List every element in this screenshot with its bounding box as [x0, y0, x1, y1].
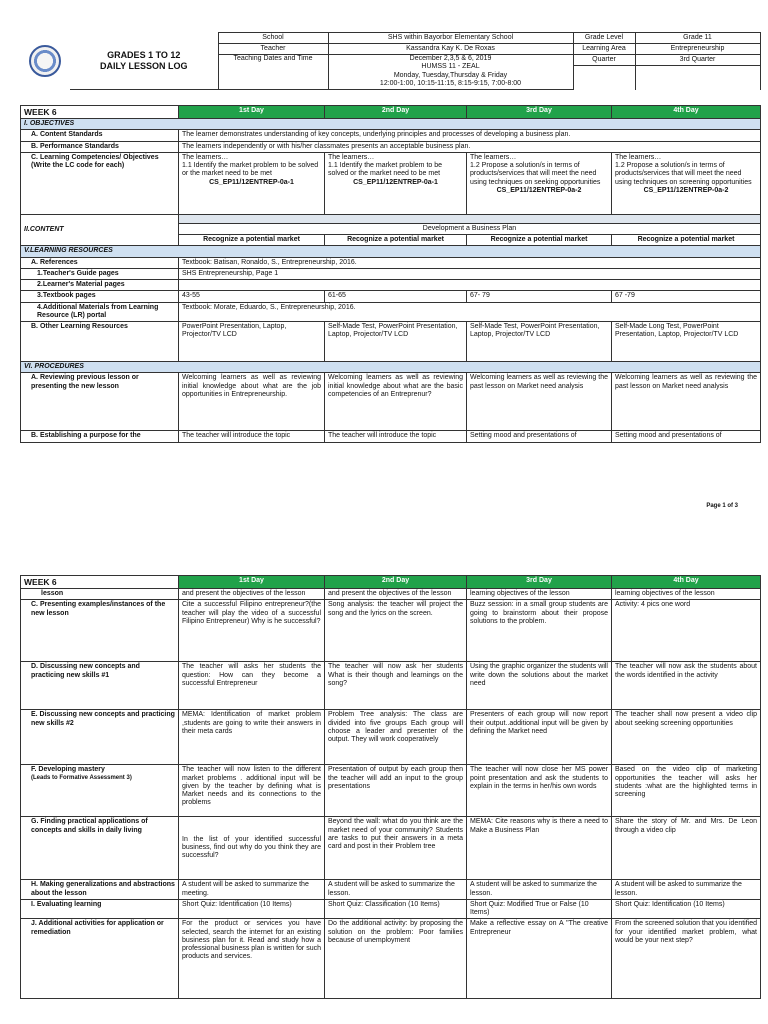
- proc-h-label: H. Making generalizations and abstractions about the lesson: [21, 880, 179, 900]
- competency-intro: The learners…: [328, 153, 375, 161]
- school-label: School: [218, 33, 328, 44]
- day-header: 2nd Day: [325, 576, 467, 589]
- day-header: 3rd Day: [467, 576, 612, 589]
- content-subtopic: Recognize a potential market: [467, 235, 612, 246]
- procedures-heading: VI. PROCEDURES: [21, 362, 761, 373]
- proc-f-value: The teacher will now listen to the different market problems . additional input will be given by the teacher by defining what is Market needs and its connections to the problems: [179, 765, 325, 817]
- competency-cell: [467, 152, 612, 214]
- content-topic: Development a Business Plan: [179, 223, 761, 234]
- dates-line: December 2,3,5 & 6, 2019: [409, 55, 492, 62]
- proc-i-value: Short Quiz: Classification (10 Items): [325, 899, 467, 919]
- proc-f-value: Presentation of output by each group then the teacher will add an input to the group presentations: [325, 765, 467, 817]
- content-heading: II.CONTENT: [21, 214, 179, 246]
- proc-d-label: D. Discussing new concepts and practicing new skills #1: [21, 662, 179, 710]
- competency-code: CS_EP11/12ENTREP-0a-1: [353, 178, 438, 186]
- proc-a-label: A. Reviewing previous lesson or presenting the new lesson: [21, 373, 179, 431]
- header-table: [20, 32, 761, 90]
- content-subtopic: Recognize a potential market: [325, 235, 467, 246]
- content-spacer: [179, 214, 761, 223]
- proc-h-value: A student will be asked to summarize the lesson.: [325, 880, 467, 900]
- other-resources-value: Self-Made Test, PowerPoint Presentation, Laptop, Projector/TV LCD: [325, 322, 467, 362]
- competency-code: CS_EP11/12ENTREP-0a-2: [496, 186, 582, 194]
- proc-j-value: From the screened solution that you identified for your identified market problem, what would be your next step?: [612, 919, 761, 999]
- competency-code: CS_EP11/12ENTREP-0a-2: [643, 186, 729, 194]
- additional-materials-value: Textbook: Morate, Eduardo, S., Entrepreneurship, 2016.: [179, 302, 761, 322]
- lm-label: 2.Learner's Material pages: [21, 280, 179, 291]
- day-header: 1st Day: [179, 576, 325, 589]
- competency-text: 1.2 Propose a solution/s in terms of products/services that will meet the need using techniques on seeking opportunities: [470, 162, 601, 186]
- proc-j-value: Make a reflective essay on A "The creative Entrepreneur: [467, 919, 612, 999]
- grade-label: Grade Level: [573, 33, 635, 44]
- proc-g-label: G. Finding practical applications of concepts and skills in daily living: [21, 817, 179, 880]
- proc-f-label: [21, 765, 179, 817]
- proc-b-value: and present the objectives of the lesson: [325, 589, 467, 600]
- other-resources-value: Self-Made Test, PowerPoint Presentation, Laptop, Projector/TV LCD: [467, 322, 612, 362]
- objectives-heading: I. OBJECTIVES: [21, 119, 761, 130]
- page-2: [0, 573, 768, 1024]
- week-label: WEEK 6: [21, 576, 179, 589]
- proc-b-value: learning objectives of the lesson: [612, 589, 761, 600]
- proc-i-value: Short Quiz: Identification (10 Items): [612, 899, 761, 919]
- performance-standards-value: The learners independently or with his/her classmates presents an acceptable business plan.: [179, 141, 761, 152]
- competency-intro: The learners…: [615, 153, 662, 161]
- proc-j-label: J. Additional activities for application or remediation: [21, 919, 179, 999]
- proc-e-label: E. Discussing new concepts and practicing new skills #2: [21, 710, 179, 765]
- times-line: 12:00-1:00, 10:15-11:15, 8:15-9:15, 7:00-8:00: [379, 79, 522, 87]
- competency-text: 1.1 Identify the market problem to be solved or the market need to be met: [328, 162, 443, 178]
- performance-standards-label: B. Performance Standards: [21, 141, 179, 152]
- tg-value: SHS Entrepreneurship, Page 1: [179, 268, 761, 279]
- competencies-label: C. Learning Competencies/ Objectives (Write the LC code for each): [21, 152, 179, 214]
- competency-cell: [612, 152, 761, 214]
- references-label: A. References: [21, 257, 179, 268]
- proc-d-value: The teacher will asks her students the question: How can they become a successful Entrepreneur: [179, 662, 325, 710]
- proc-d-value: The teacher will now ask her students What is their though and learnings on the song?: [325, 662, 467, 710]
- proc-j-value: Do the additional activity: by proposing the solution on the problem: Poor families because of unemployment: [325, 919, 467, 999]
- title-line2: DAILY LESSON LOG: [99, 60, 188, 71]
- tb-value: 61-65: [325, 291, 467, 302]
- proc-d-value: The teacher will now ask the students about the words identified in the activity: [612, 662, 761, 710]
- week-label: WEEK 6: [21, 106, 179, 119]
- tb-label: 3.Textbook pages: [21, 291, 179, 302]
- proc-b-value: Setting mood and presentations of: [612, 431, 761, 442]
- proc-e-value: MEMA: Identification of market problem ,students are going to write their answers in their meta cards: [179, 710, 325, 765]
- competency-intro: The learners…: [182, 153, 229, 161]
- quarter-label: Quarter: [573, 55, 635, 66]
- other-resources-label: B. Other Learning Resources: [21, 322, 179, 362]
- proc-a-value: Welcoming learners as well as reviewing initial knowledge about what are the basic competencies of an Entreprenur?: [325, 373, 467, 431]
- proc-g-value: Beyond the wall: what do you think are the market need of your community? Students are tasks to put their answers in a meta card and post in their Problem tree: [325, 817, 467, 880]
- additional-materials-label: 4.Additional Materials from Learning Resource (LR) portal: [21, 302, 179, 322]
- area-label: Learning Area: [573, 44, 635, 55]
- area-value: Entrepreneurship: [635, 44, 760, 55]
- proc-e-value: Problem Tree analysis: The class are divided into five groups Each group will choose a leader and presenter of the output. They will work cooperatively: [325, 710, 467, 765]
- content-standards-value: The learner demonstrates understanding of key concepts, underlying principles and processes of developing a business plan.: [179, 130, 761, 141]
- proc-f-value: Based on the video clip of marketing opportunities the teacher will asks her students :what are the highlighted terms in screening: [612, 765, 761, 817]
- competency-intro: The learners…: [470, 153, 517, 161]
- other-resources-value: Self-Made Long Test, PowerPoint Presentation, Laptop, Projector/TV LCD: [612, 322, 761, 362]
- lesson-table-p2: [20, 575, 761, 999]
- proc-e-value: Presenters of each group will now report their output..additional input will be given by defining the Market need: [467, 710, 612, 765]
- proc-g-value: MEMA: Cite reasons why is there a need to Make a Business Plan: [467, 817, 612, 880]
- lesson-table-p1: [20, 105, 761, 443]
- proc-h-value: A student will be asked to summarize the lesson.: [467, 880, 612, 900]
- competency-text: 1.1 Identify the market problem to be solved or the market need to be met: [182, 162, 319, 178]
- proc-c-value: Cite a successful Filipino entrepreneur?(the teacher will play the video of a successful Filipino Entrepreneur) Why is he successful?: [179, 600, 325, 662]
- day-header: 1st Day: [179, 106, 325, 119]
- competency-code: CS_EP11/12ENTREP-0a-1: [209, 178, 294, 186]
- proc-b-value: learning objectives of the lesson: [467, 589, 612, 600]
- day-header: 3rd Day: [467, 106, 612, 119]
- proc-i-value: Short Quiz: Identification (10 Items): [179, 899, 325, 919]
- proc-f-title: F. Developing mastery: [31, 766, 105, 774]
- day-header: 4th Day: [612, 576, 761, 589]
- dates-value: [328, 55, 573, 90]
- content-subtopic: Recognize a potential market: [612, 235, 761, 246]
- day-header: 2nd Day: [325, 106, 467, 119]
- proc-h-value: A student will be asked to summarize the lesson.: [612, 880, 761, 900]
- tb-value: 67 -79: [612, 291, 761, 302]
- days-line: Monday, Tuesday,Thursday & Friday: [393, 71, 508, 79]
- title-line1: GRADES 1 TO 12: [107, 50, 181, 61]
- proc-f-subtitle: (Leads to Formative Assessment 3): [31, 774, 132, 781]
- proc-i-value: Short Quiz: Modified True or False (10 Items): [467, 899, 612, 919]
- lm-value: [179, 280, 761, 291]
- teacher-value: Kassandra Kay K. De Roxas: [328, 44, 573, 55]
- content-subtopic: Recognize a potential market: [179, 235, 325, 246]
- deped-seal-icon: [20, 33, 70, 90]
- proc-c-label: C. Presenting examples/instances of the new lesson: [21, 600, 179, 662]
- proc-b-label: B. Establishing a purpose for the: [21, 431, 179, 442]
- proc-b-value: The teacher will introduce the topic: [179, 431, 325, 442]
- proc-h-value: A student will be asked to summarize the meeting.: [179, 880, 325, 900]
- competency-cell: [179, 152, 325, 214]
- proc-b-value: The teacher will introduce the topic: [325, 431, 467, 442]
- school-value: SHS within Bayorbor Elementary School: [328, 33, 573, 44]
- proc-f-value: The teacher will now close her MS power point presentation and ask the students to explain in the terms in her/his own words: [467, 765, 612, 817]
- dates-label: Teaching Dates and Time: [218, 55, 328, 90]
- tg-label: 1.Teacher's Guide pages: [21, 268, 179, 279]
- quarter-value: 3rd Quarter: [635, 55, 760, 66]
- proc-a-value: Welcoming learners as well as reviewing initial knowledge about what are the job opportunities in Entrepreneurship.: [179, 373, 325, 431]
- proc-b-label-cont: lesson: [21, 589, 179, 600]
- references-value: Textbook: Batisan, Ronaldo, S., Entrepreneurship, 2016.: [179, 257, 761, 268]
- competency-cell: [325, 152, 467, 214]
- grade-value: Grade 11: [635, 33, 760, 44]
- other-resources-value: PowerPoint Presentation, Laptop, Projector/TV LCD: [179, 322, 325, 362]
- proc-c-value: Activity: 4 pics one word: [612, 600, 761, 662]
- proc-a-value: Welcoming learners as well as reviewing the past lesson on Market need analysis: [467, 373, 612, 431]
- proc-b-value: and present the objectives of the lesson: [179, 589, 325, 600]
- competency-text: 1.2 Propose a solution/s in terms of products/services that will meet the need using techniques on screening opportunities: [615, 162, 752, 186]
- proc-j-value: For the product or services you have selected, search the internet for an existing business plan for it. Read and study how a professional business plan is written for such products and services.: [179, 919, 325, 999]
- proc-i-label: I. Evaluating learning: [21, 899, 179, 919]
- page-gap: [0, 520, 768, 573]
- proc-g-value: In the list of your identified successful business, find out why do you think they are successful?: [179, 817, 325, 880]
- proc-d-value: Using the graphic organizer the students will write down the solutions about the market need: [467, 662, 612, 710]
- form-title: [70, 33, 218, 90]
- proc-c-value: Song analysis: the teacher will project the song and the lyrics on the screen.: [325, 600, 467, 662]
- content-standards-label: A. Content Standards: [21, 130, 179, 141]
- proc-a-value: Welcoming learners as well as reviewing the past lesson on Market need analysis: [612, 373, 761, 431]
- proc-g-value: Share the story of Mr. and Mrs. De Leon through a video clip: [612, 817, 761, 880]
- proc-e-value: The teacher shall now present a video clip about seeking screening opportunities: [612, 710, 761, 765]
- page-number: Page 1 of 3: [706, 503, 738, 509]
- resources-heading: V.LEARNING RESOURCES: [21, 246, 761, 257]
- proc-b-value: Setting mood and presentations of: [467, 431, 612, 442]
- tb-value: 67- 79: [467, 291, 612, 302]
- tb-value: 43-55: [179, 291, 325, 302]
- class-line: HUMSS 11 - ZEAL: [421, 63, 480, 71]
- proc-c-value: Buzz session: in a small group students are going to brainstorm about their propose solutions to the problem.: [467, 600, 612, 662]
- day-header: 4th Day: [612, 106, 761, 119]
- teacher-label: Teacher: [218, 44, 328, 55]
